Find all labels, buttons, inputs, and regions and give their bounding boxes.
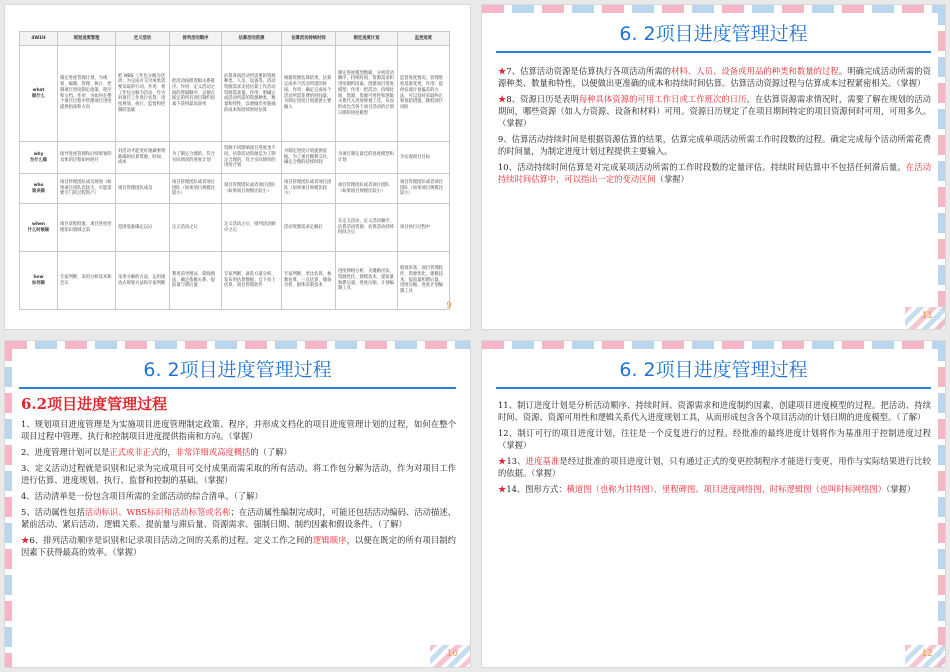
slide-body bbox=[21, 395, 456, 562]
table-header-cell: 排列活动顺序 bbox=[170, 32, 222, 46]
item-text: 8、资源日历是表明 bbox=[506, 94, 579, 104]
list-item bbox=[21, 462, 456, 486]
item-text: 12、制订可行的项目进度计划，往往是一个反复进行的过程。经批准的最终进度计划将作为基准用于控制进度过程（掌握） bbox=[498, 428, 931, 450]
page-number: 10 bbox=[446, 649, 458, 659]
table-cell: 定义活动之后、排列活动顺序之后 bbox=[222, 204, 282, 252]
page-number: 9 bbox=[446, 301, 452, 311]
slide-title: 6. 2项目进度管理过程 bbox=[619, 359, 808, 381]
table-cell: 项目管理团队成员 bbox=[116, 174, 170, 204]
item-text: （掌握） bbox=[655, 174, 689, 184]
title-divider bbox=[496, 387, 931, 389]
list-item bbox=[21, 418, 456, 442]
table-cell: 项目管理团队或者项目团队（如果项目规模比较小） bbox=[170, 174, 222, 204]
highlighted-text: 横道图（也称为甘特图）、里程碑图、项目进度网络图、时标逻辑图（也叫时标网络图） bbox=[566, 484, 887, 494]
item-text: 5、活动属性包括 bbox=[21, 507, 85, 517]
table-header-cell: 监控进度 bbox=[398, 32, 450, 46]
page-number: 11 bbox=[921, 311, 933, 321]
table-cell: 定义活动之后 bbox=[170, 204, 222, 252]
decorative-stripe bbox=[5, 341, 470, 349]
item-text: ；在活动属性编制完成时，可能还包括活动编码、活动描述、紧前活动、紧后活动、逻辑关系、提前量与滞后量、资源需求、强制日期、制约因素和假设条件。（了解） bbox=[21, 507, 456, 529]
title-divider bbox=[496, 51, 931, 53]
item-text: 的， bbox=[159, 447, 176, 457]
table-cell: 指导进度管理和后续规划的具体的过程如何展开 bbox=[58, 142, 116, 174]
highlighted-text: 非常详细或高度概括 bbox=[175, 447, 251, 457]
table-cell: 项目管理团队或者项目团队（如果项目规模比较小） bbox=[398, 174, 450, 204]
table-cell: 在定义活动、定义活动顺序、估算活动资源、估算活动持续时间之后 bbox=[336, 204, 398, 252]
table-cell: 把 WBS 工作包分解为活动；为完成可交付成果需要采取的行动。作用：将工作包分解为活动，作为对项目工作进行估算、进度规划、执行、监督和控制的基础 bbox=[116, 46, 170, 142]
item-text: 。在估算资源需求情况时，需要了解在规划的活动期间，哪些资源（如人力资源、设备和材料）可用。资源日历规定了在项目期间特定的项目资源何时可用，可用多久。（掌握） bbox=[498, 94, 931, 128]
list-item bbox=[498, 455, 931, 479]
table-cell: 为制定进度计划提供依据。为了项目顺利交付，确定合理的持续时间 bbox=[282, 142, 336, 174]
item-text: 6、排列活动顺序是识别和记录项目活动之间的关系的过程。定义工作之间的 bbox=[29, 535, 313, 545]
list-item bbox=[21, 490, 456, 502]
table-cell: 绩效审查、项目管理软件、资源优化、建模技术、提前量和滞后量、进度压缩、进度计划编制工具 bbox=[398, 252, 450, 310]
list-item bbox=[498, 427, 931, 451]
highlighted-text: 活动标识、WBS标识和活动标签或名称 bbox=[84, 507, 231, 517]
star-icon: ★ bbox=[498, 94, 507, 104]
table-cell: 范围基准确定以后 bbox=[116, 204, 170, 252]
star-icon: ★ bbox=[498, 484, 507, 494]
item-text: 的（了解） bbox=[250, 447, 292, 457]
row-header-cell: when 什么时候做 bbox=[20, 204, 58, 252]
list-item bbox=[21, 506, 456, 530]
table-cell: 活动资源需求定稿后 bbox=[282, 204, 336, 252]
list-item bbox=[498, 93, 931, 129]
table-row bbox=[20, 204, 450, 252]
table-cell: 估算各项活动所需要的资源种类、人员、设备等。活动资源需求支持估算工作活动资源需求量。作用：明确完成活动所需的资源种类、数量和特性，以便做出更准确的成本和持续时间估算 bbox=[222, 46, 282, 142]
table-cell: 进度网络分析、关键路径法、资源优化、建模技术、提前量和滞后量、进度压缩、计划编制工具 bbox=[336, 252, 398, 310]
table-header-cell: 估算活动持续时间 bbox=[282, 32, 336, 46]
item-list bbox=[21, 418, 456, 558]
highlighted-text: 在活动持续时间估算中，可以指出一定的变动区间 bbox=[498, 162, 931, 184]
table-cell: 把活动按照逻辑关系排序。作用：定义活动之间的逻辑顺序，以便在既定的所有项目制约因素下获得最高效率 bbox=[170, 46, 222, 142]
table-cell: 采用分解的方法，运用滚动式规划方法和专家判断 bbox=[116, 252, 170, 310]
section-heading: 6.2项目进度管理过程 bbox=[21, 395, 168, 413]
title-divider bbox=[19, 387, 456, 389]
table-cell: 专家判断、采用分析技术和会议 bbox=[58, 252, 116, 310]
slide-10 bbox=[4, 340, 471, 668]
table-cell: 专家判断、备选方案分析、发布的估算数据、自下而上估算、项目管理软件 bbox=[222, 252, 282, 310]
item-text: 9、估算活动持续时间是根据资源估算的结果，估算完成单项活动所需工作时段数的过程。确定完成每个活动所需花费的时间量，为制定进度计划过程提供主要输入。 bbox=[498, 134, 931, 156]
table-header-cell: 定义活动 bbox=[116, 32, 170, 46]
highlighted-text: 正式或非正式 bbox=[109, 447, 160, 457]
table-header-cell: 4W1H bbox=[20, 32, 58, 46]
table-header-cell: 制定进度计划 bbox=[336, 32, 398, 46]
table-row bbox=[20, 174, 450, 204]
row-header-cell: why 为什么做 bbox=[20, 142, 58, 174]
table-cell: 为项目制定最佳的进度模型和计划 bbox=[336, 142, 398, 174]
table-cell: 根据资源估算结果，估算完成单个活动所需的时间。作用：确定完成每个活动所需花费的时间量，为制定进度计划提供主要输入 bbox=[282, 46, 336, 142]
table-cell: 为实现项目目标 bbox=[398, 142, 450, 174]
item-text: 2、进度管理计划可以是 bbox=[21, 447, 110, 457]
row-header-cell: what 做什么 bbox=[20, 46, 58, 142]
decorative-stripe bbox=[938, 5, 945, 329]
table-cell: 制定进度管理计划，为规划、编制、管理、执行、控制项目进度制定政策、程序和文档。作用：为如何在整个项目过程中管理项目进度提供指南和方向 bbox=[58, 46, 116, 142]
table-cell: 对活动才能更好地做事情准确的估算资源、时间、成本 bbox=[116, 142, 170, 174]
table-row bbox=[20, 46, 450, 142]
process-4w1h-table bbox=[19, 31, 450, 310]
table-header-cell: 估算活动资源 bbox=[222, 32, 282, 46]
decorative-stripe bbox=[482, 341, 945, 349]
table-header-row bbox=[20, 32, 450, 46]
table-cell: 项目执行过程中 bbox=[398, 204, 450, 252]
highlighted-text: 每种具体资源的可用工作日或工作班次的日历 bbox=[578, 94, 747, 104]
table-cell: 项目经理团队成员规划（如果项目团队比较大，可能需要专门的过程资产） bbox=[58, 174, 116, 204]
table-header-cell: 规划进度管理 bbox=[58, 32, 116, 46]
list-item bbox=[498, 65, 931, 89]
slide-11 bbox=[481, 4, 946, 330]
page-number: 12 bbox=[921, 649, 933, 659]
highlighted-text: 逻辑顺序 bbox=[312, 535, 347, 545]
star-icon: ★ bbox=[498, 456, 507, 466]
row-header-cell: who 谁来做 bbox=[20, 174, 58, 204]
star-icon: ★ bbox=[21, 535, 30, 545]
list-item bbox=[498, 483, 931, 495]
table-cell: 项目章程批准、项目进度管理知识领域之前 bbox=[58, 204, 116, 252]
highlighted-text: 材料、人员、设备或用品的种类和数量的过程 bbox=[671, 66, 839, 76]
item-text: 7、估算活动资源是估算执行各项活动所需的 bbox=[506, 66, 672, 76]
item-text: 是经过批准的项目进度计划，只有通过正式的变更控制程序才能进行变更，用作与实际结果进行比较的依据。（掌握） bbox=[498, 456, 931, 478]
list-item bbox=[498, 161, 931, 185]
table-cell: 制定进度模型数据，分析活动顺序、持续时间、资源需求和进度制约因素，创建项目进度模型。作用：把活动、持续时间、资源、资源可用性和逻辑关系代入进度规划工具，从而形成包含各个项目活动的计划日期的进度模型 bbox=[336, 46, 398, 142]
table-cell: 项目管理团队或者项目团队（如果项目规模比较小） bbox=[222, 174, 282, 204]
item-text: （掌握） bbox=[886, 484, 916, 494]
list-item bbox=[21, 534, 456, 558]
slide-title: 6. 2项目进度管理过程 bbox=[143, 359, 332, 381]
decorative-stripe bbox=[5, 341, 12, 667]
list-item bbox=[498, 133, 931, 157]
table-cell: 监督进度情况，管理进度基准变更。作用：提供发现计划偏差的方法，可以及时采取纠正和预防措施，降低项目风险 bbox=[398, 46, 450, 142]
item-text: 1、规划项目进度管理是为实施项目进度管理制定政策、程序，并形成文档化的项目进度管理计划的过程，如何在整个项目过程中管理、执行和控制项目进度提供指南和方向。（掌握） bbox=[21, 419, 456, 441]
row-header-cell: how 如何做 bbox=[20, 252, 58, 310]
item-text: 11、制订进度计划是分析活动顺序、持续时间、资源需求和进度制约因素，创建项目进度模型的过程。把活动、持续时间、资源、资源可用性和逻辑关系代入进度规划工具，从而形成包含各个项目活动的计划日期的进度模型。（了解） bbox=[498, 400, 931, 422]
table-row bbox=[20, 252, 450, 310]
star-icon: ★ bbox=[498, 66, 507, 76]
table-cell: 为了制定合理的、符合实际情况的进度计划 bbox=[170, 142, 222, 174]
table-cell: 利用前导图法、箭线图法、确定依赖关系、提前量与滞后量 bbox=[170, 252, 222, 310]
item-text: 10、活动持续时间估算是对完成某项活动所需的工作时段数的定量评估。持续时间估算中不包括任何滞后量。 bbox=[498, 162, 906, 172]
list-item bbox=[498, 399, 931, 423]
highlighted-text: 进度基准 bbox=[525, 456, 560, 466]
item-text: 13、 bbox=[506, 456, 526, 466]
slide-12 bbox=[481, 340, 946, 668]
table-cell: 项目管理团队或者项目团队（如果项目规模比较小） bbox=[336, 174, 398, 204]
item-text: 。明确完成活动所需的资源种类、数量和特性，以便做出更准确的成本和持续时间估算。估算活动资源过程与估算成本过程紧密相关。（掌握） bbox=[498, 66, 931, 88]
item-text: 4、活动清单是一份包含项目所需的全部活动的综合清单。（了解） bbox=[21, 491, 263, 501]
list-item bbox=[21, 446, 456, 458]
table-body bbox=[20, 46, 450, 310]
slide-title: 6. 2项目进度管理过程 bbox=[619, 23, 808, 45]
item-text: ，以便在既定的所有项目制约因素下获得最高的效率。（掌握） bbox=[21, 535, 456, 557]
item-text: 3、定义活动过程就是识别和记录为完成项目可交付成果而需采取的所有活动。将工作包分解为活动，作为对项目工作进行估算、进度规划、执行、监督和控制的基础。（掌握） bbox=[21, 463, 456, 485]
slide-9 bbox=[4, 4, 471, 330]
table-cell: 项目管理团队或者项目团队（如果项目规模比较小） bbox=[282, 174, 336, 204]
table-row bbox=[20, 142, 450, 174]
table-cell: 资源不同影响项目进度也不同。估算活动资源是为了制定合理的、符合实际情况的进度计划 bbox=[222, 142, 282, 174]
slide-body bbox=[498, 65, 931, 189]
decorative-stripe bbox=[938, 341, 945, 667]
slide-body bbox=[498, 399, 931, 499]
table-cell: 专家判断、类比估算、参数估算、三点估算、储备分析、群体决策技术 bbox=[282, 252, 336, 310]
decorative-stripe bbox=[482, 5, 945, 13]
item-text: 14、图形方式： bbox=[506, 484, 567, 494]
